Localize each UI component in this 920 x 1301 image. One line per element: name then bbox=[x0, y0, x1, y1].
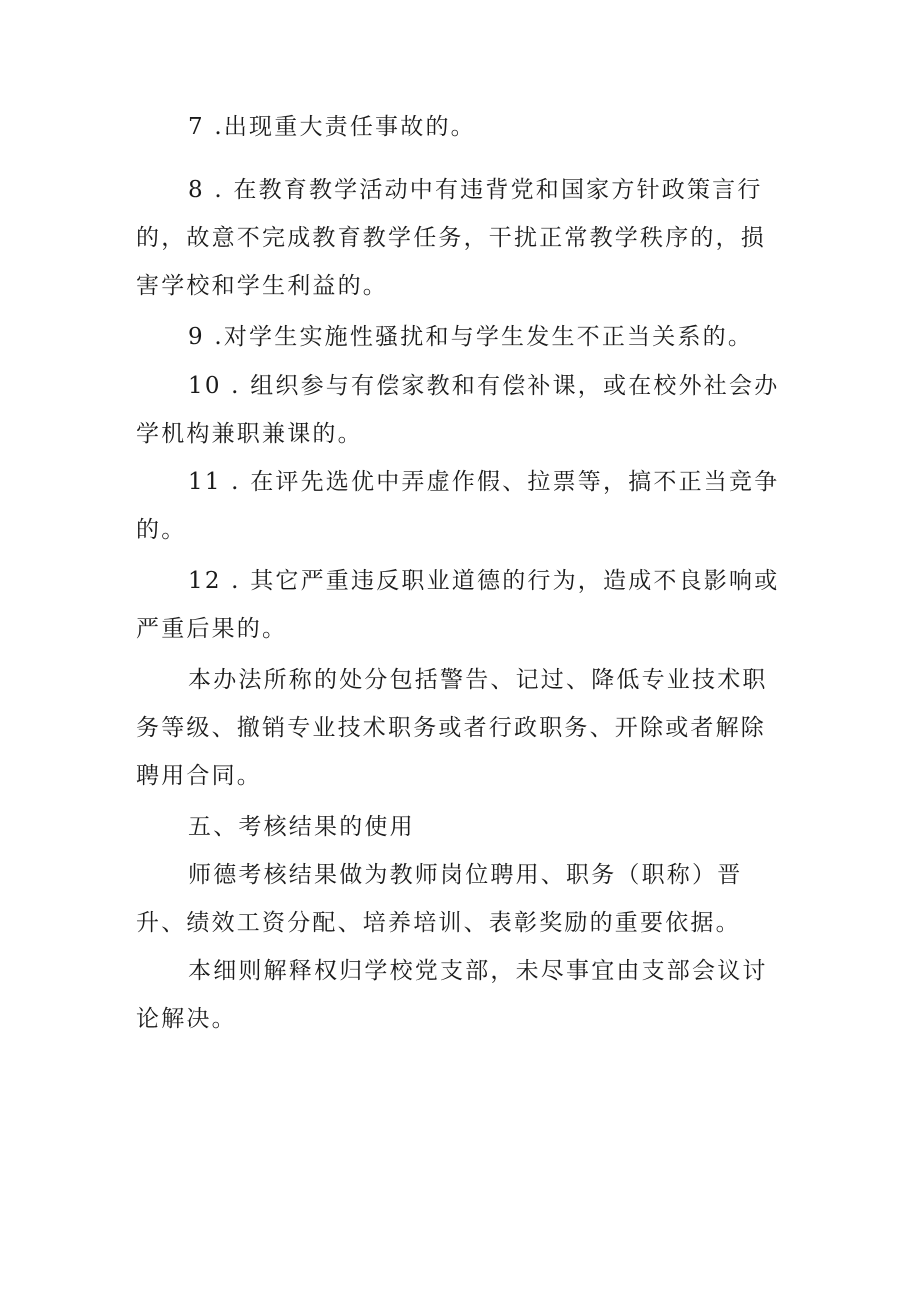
assessment-usage-paragraph: 师德考核结果做为教师岗位聘用、职务（职称）晋升、绩效工资分配、培养培训、表彰奖励的重要依据。 bbox=[136, 862, 743, 936]
section-heading: 五、考核结果的使用 bbox=[188, 814, 415, 840]
interpretation-paragraph: 本细则解释权归学校党支部，未尽事宜由支部会议讨论解决。 bbox=[136, 958, 768, 1032]
punishment-definition-paragraph: 本办法所称的处分包括警告、记过、降低专业技术职务等级、撤销专业技术职务或者行政职务、开除或者解除聘用合同。 bbox=[136, 667, 768, 789]
paragraph-item-9: 9 .对学生实施性骚扰和与学生发生不正当关系的。 bbox=[188, 324, 754, 350]
paragraph-item-8: 8 . 在教育教学活动中有违背党和国家方针政策言行的，故意不完成教育教学任务，干扰正常教学秩序的，损害学校和学生利益的。 bbox=[136, 177, 766, 299]
paragraph-item-7: 7 .出现重大责任事故的。 bbox=[188, 114, 476, 140]
paragraph-item-12: 12 . 其它严重违反职业道德的行为，造成不良影响或严重后果的。 bbox=[136, 568, 780, 642]
paragraph-item-10: 10 . 组织参与有偿家教和有偿补课，或在校外社会办学机构兼职兼课的。 bbox=[136, 373, 780, 447]
paragraph-item-11: 11 . 在评先选优中弄虚作假、拉票等，搞不正当竞争的。 bbox=[136, 469, 780, 543]
